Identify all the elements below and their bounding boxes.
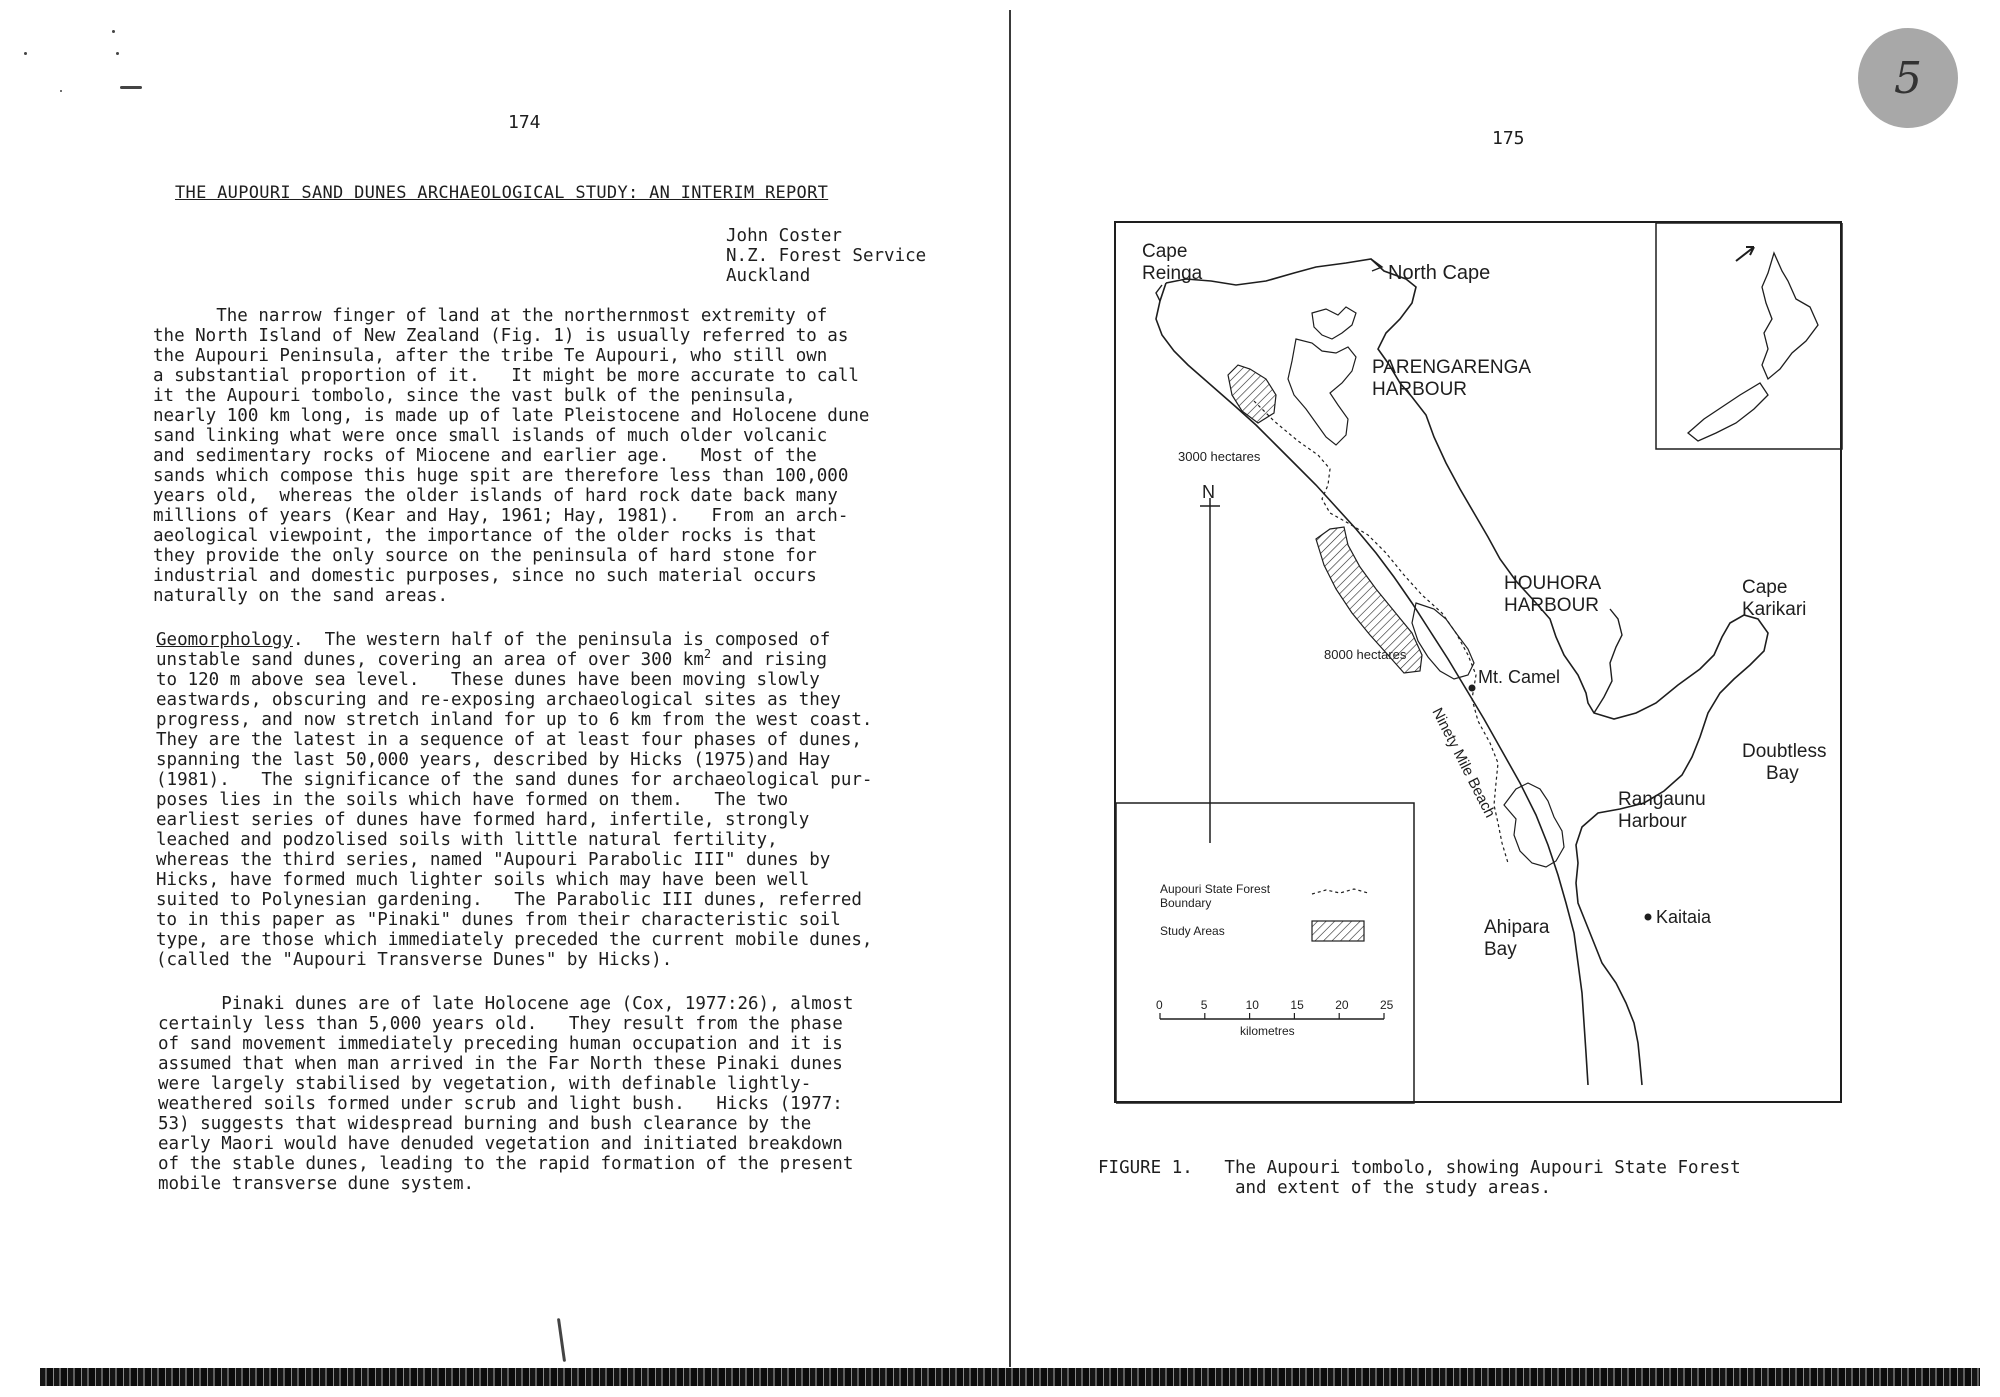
scale-tick-label: 0 <box>1156 998 1163 1012</box>
text-line: of sand movement immediately preceding human occupation and it is <box>158 1034 843 1054</box>
label-kaitaia: Kaitaia <box>1656 907 1712 927</box>
text-line: whereas the third series, named "Aupouri Parabolic III" dunes by <box>156 850 831 870</box>
figure-map <box>1114 221 1842 1103</box>
label-cape-reinga: Cape <box>1142 241 1188 262</box>
legend-label-boundary: Boundary <box>1160 896 1212 910</box>
label-doubtless-bay: Bay <box>1766 763 1799 784</box>
label-mt-camel: Mt. Camel <box>1478 667 1561 687</box>
parengarenga-shore <box>1288 339 1356 445</box>
text-run: unstable sand dunes, covering an area of over 300 km <box>156 650 704 670</box>
byline <box>726 226 926 286</box>
text-line: (1981). The significance of the sand dunes for archaeological pur- <box>156 770 873 790</box>
scale-tick-label: 20 <box>1335 998 1349 1012</box>
label-north-cape: North Cape <box>1388 262 1491 284</box>
text-line: the North Island of New Zealand (Fig. 1) is usually referred to as <box>153 326 849 346</box>
label-doubtless-bay: Doubtless <box>1742 741 1827 762</box>
label-ahipara-bay: Bay <box>1484 939 1517 960</box>
label-ahipara-bay: Ahipara <box>1484 917 1550 938</box>
text-line: to 120 m above sea level. These dunes have been moving slowly <box>156 670 820 690</box>
label-cape-reinga: Reinga <box>1142 263 1203 284</box>
label-ninety-mile-beach: Ninety Mile Beach <box>1428 705 1499 821</box>
label-cape-karikari: Karikari <box>1742 599 1807 620</box>
karikari-peninsula <box>1594 609 1622 713</box>
text-line: the Aupouri Peninsula, after the tribe Te Aupouri, who still own <box>153 346 828 366</box>
text-line: certainly less than 5,000 years old. They result from the phase <box>158 1014 843 1034</box>
text-run: and rising <box>711 650 828 670</box>
text-line: assumed that when man arrived in the Far North these Pinaki dunes <box>158 1054 843 1074</box>
scan-speck <box>116 52 119 55</box>
label-cape-karikari: Cape <box>1742 577 1788 598</box>
text-line: The narrow finger of land at the northernmost extremity of <box>153 306 828 326</box>
figure-caption <box>1098 1158 1741 1198</box>
text-line: it the Aupouri tombolo, since the vast bulk of the peninsula, <box>153 386 796 406</box>
houhora-harbour <box>1412 603 1474 679</box>
page-number-left: 174 <box>508 112 541 133</box>
caption-line: and extent of the study areas. <box>1098 1178 1552 1198</box>
inset-map-frame <box>1656 223 1842 449</box>
text-line: early Maori would have denuded vegetation and initiated breakdown <box>158 1134 843 1154</box>
study-area-3000 <box>1228 365 1276 423</box>
legend-frame <box>1116 803 1414 1103</box>
legend-label-study-areas: Study Areas <box>1160 924 1225 938</box>
text-line: nearly 100 km long, is made up of late Pleistocene and Holocene dune <box>153 406 870 426</box>
label-north: N <box>1202 482 1215 502</box>
scan-speck <box>120 86 142 89</box>
text-line: (called the "Aupouri Transverse Dunes" by Hicks). <box>156 950 673 970</box>
page-stamp <box>1858 28 1958 128</box>
section-heading-geomorphology: Geomorphology <box>156 630 293 650</box>
inset-north-island <box>1762 253 1818 379</box>
paragraph-geomorphology <box>156 630 872 970</box>
text-line: mobile transverse dune system. <box>158 1174 475 1194</box>
label-houhora: HOUHORA <box>1504 573 1602 594</box>
scan-speck <box>24 52 27 55</box>
text-line: millions of years (Kear and Hay, 1961; Hay, 1981). From an arch- <box>153 506 849 526</box>
text-line: sands which compose this huge spit are therefore less than 100,000 <box>153 466 849 486</box>
scale-tick-label: 5 <box>1200 998 1208 1012</box>
text-line: earliest series of dunes have formed hard, infertile, strongly <box>156 810 810 830</box>
text-line <box>156 647 872 670</box>
author-organization: N.Z. Forest Service <box>726 246 927 266</box>
text-line: Hicks, have formed much lighter soils which may have been well <box>156 870 810 890</box>
article-title: THE AUPOURI SAND DUNES ARCHAEOLOGICAL STUDY: AN INTERIM REPORT <box>175 183 829 203</box>
text-line: Pinaki dunes are of late Holocene age (Cox, 1977:26), almost <box>158 994 854 1014</box>
author-location: Auckland <box>726 266 811 286</box>
text-line: progress, and now stretch inland for up to 6 km from the west coast. <box>156 710 873 730</box>
label-parengarenga: HARBOUR <box>1372 379 1468 400</box>
mt-camel-marker <box>1469 685 1476 692</box>
text-line: spanning the last 50,000 years, described by Hicks (1975)and Hay <box>156 750 831 770</box>
label-area-3000: 3000 hectares <box>1178 449 1261 464</box>
caption-line: FIGURE 1. The Aupouri tombolo, showing Aupouri State Forest <box>1098 1158 1741 1178</box>
label-rangaunu: Harbour <box>1618 811 1687 832</box>
text-line: type, are those which immediately preceded the current mobile dunes, <box>156 930 873 950</box>
text-line: eastwards, obscuring and re-exposing archaeological sites as they <box>156 690 841 710</box>
text-line: years old, whereas the older islands of hard rock date back many <box>153 486 838 506</box>
text-line: industrial and domestic purposes, since no such material occurs <box>153 566 817 586</box>
text-line: naturally on the sand areas. <box>153 586 449 606</box>
inset-south-island <box>1688 383 1768 441</box>
scan-speck <box>60 90 62 92</box>
scale-tick-label: 25 <box>1380 998 1394 1012</box>
text-line: sand linking what were once small islands of much older volcanic <box>153 426 828 446</box>
text-line: leached and podzolised soils with little natural fertility, <box>156 830 778 850</box>
page-number-right: 175 <box>1492 128 1525 149</box>
text-line: poses lies in the soils which have formed on them. The two <box>156 790 789 810</box>
author-name: John Coster <box>726 226 842 246</box>
parengarenga-harbour <box>1312 307 1356 339</box>
text-line: a substantial proportion of it. It might be more accurate to call <box>153 366 859 386</box>
text-line <box>156 630 872 650</box>
pencil-mark <box>557 1318 566 1362</box>
legend-boundary-swatch <box>1312 889 1368 894</box>
scan-speck <box>112 30 115 33</box>
text-line: of the stable dunes, leading to the rapid formation of the present <box>158 1154 854 1174</box>
label-rangaunu: Rangaunu <box>1618 789 1706 810</box>
text-line: suited to Polynesian gardening. The Parabolic III dunes, referred <box>156 890 862 910</box>
scale-unit: kilometres <box>1240 1024 1295 1038</box>
text-line: to in this paper as "Pinaki" dunes from their characteristic soil <box>156 910 841 930</box>
label-area-8000: 8000 hectares <box>1324 647 1407 662</box>
text-line: weathered soils formed under scrub and light bush. Hicks (1977: <box>158 1094 843 1114</box>
text-run: . The western half of the peninsula is composed of <box>292 630 831 650</box>
label-houhora: HARBOUR <box>1504 595 1600 616</box>
map-svg <box>1116 223 1844 1105</box>
scale-tick-label: 15 <box>1290 998 1304 1012</box>
paragraph-introduction <box>153 306 869 606</box>
inset-pointer-arrow <box>1736 247 1754 261</box>
scale-tick-label: 10 <box>1245 998 1259 1012</box>
text-line: 53) suggests that widespread burning and bush clearance by the <box>158 1114 812 1134</box>
text-line: were largely stabilised by vegetation, with definable lightly- <box>158 1074 812 1094</box>
legend-study-swatch <box>1312 921 1364 941</box>
label-parengarenga: PARENGARENGA <box>1372 357 1532 378</box>
scale-ticks <box>1156 998 1394 1019</box>
text-line: aeological viewpoint, the importance of the older rocks is that <box>153 526 817 546</box>
legend-label-boundary: Aupouri State Forest <box>1160 882 1271 896</box>
text-line: they provide the only source on the peninsula of hard stone for <box>153 546 817 566</box>
kaitaia-marker <box>1645 914 1652 921</box>
text-line: and sedimentary rocks of Miocene and earlier age. Most of the <box>153 446 817 466</box>
text-line: They are the latest in a sequence of at least four phases of dunes, <box>156 730 862 750</box>
paragraph-pinaki-dunes <box>158 994 853 1194</box>
rangaunu-harbour <box>1504 783 1564 867</box>
stamp-number: 5 <box>1894 52 1922 104</box>
scan-edge-strip <box>40 1368 1980 1386</box>
page-divider <box>1009 10 1011 1367</box>
superscript: 2 <box>703 647 712 662</box>
